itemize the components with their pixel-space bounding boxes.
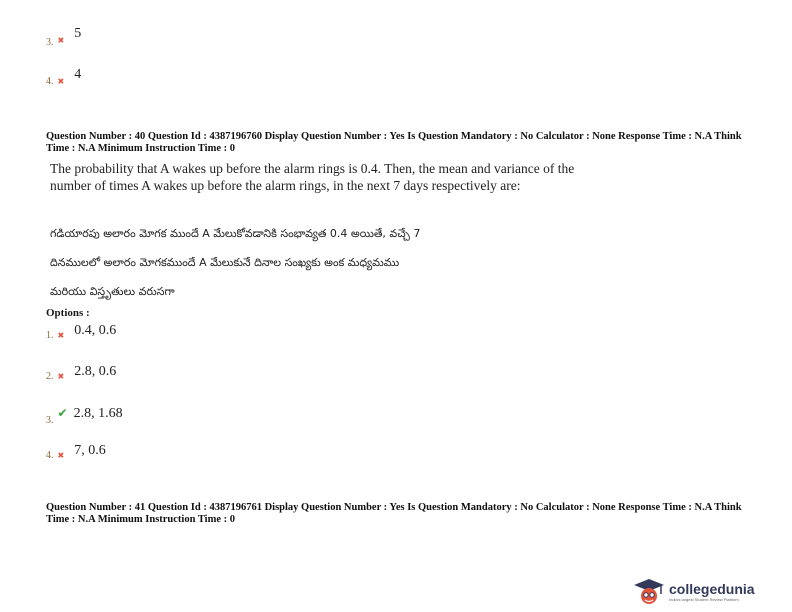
question-40-text-english: The probability that A wakes up before the alarm rings is 0.4. Then, the mean and variance of the number of times A wakes up before the alarm rings, in the next 7 days respectively are: xyxy=(50,161,575,193)
options-label: Options : xyxy=(46,307,90,319)
wrong-mark-icon: ✖ xyxy=(57,331,65,340)
question-40-text-telugu-line-3: మరియు విస్తృతులు వరుసగా xyxy=(50,285,175,298)
option-value: 0.4, 0.6 xyxy=(74,323,117,338)
question-40-text-telugu-line-2: దినములలో అలారం మోగకముందే A మేలుకునే దినాల సంఖ్యకు అంక మధ్యమము xyxy=(50,256,400,269)
option-value: 5 xyxy=(74,26,82,41)
logo-name: collegedunia xyxy=(669,580,755,597)
wrong-mark-icon: ✖ xyxy=(57,36,65,45)
option-value: 2.8, 1.68 xyxy=(73,406,123,421)
option-4 xyxy=(46,445,106,463)
prev-option-4 xyxy=(46,67,82,89)
option-number: 1. xyxy=(46,330,54,341)
option-value: 2.8, 0.6 xyxy=(74,364,117,379)
question-40-meta: Question Number : 40 Question Id : 4387196760 Display Question Number : Yes Is Question Mandatory : No Calculator : None Response Time : N.A Think Time : N.A Minimum Instruction Time : 0 xyxy=(46,131,742,154)
question-40-text-telugu-line-1: గడియారపు అలారం మోగక ముందే A మేలుకోవడానికి సంభావ్యత 0.4 అయితే, వచ్చే 7 xyxy=(50,227,421,240)
wrong-mark-icon: ✖ xyxy=(57,451,65,460)
option-3 xyxy=(46,404,123,426)
collegedunia-logo xyxy=(632,576,755,606)
option-number: 4. xyxy=(46,450,54,461)
graduate-cap-icon xyxy=(632,576,666,606)
option-value: 4 xyxy=(74,67,82,82)
correct-check-icon: ✔ xyxy=(57,406,68,420)
logo-tagline: India's largest Student Review Platform xyxy=(669,596,739,602)
option-value: 7, 0.6 xyxy=(74,443,106,458)
option-1 xyxy=(46,325,116,343)
option-number: 4. xyxy=(46,76,54,87)
option-number: 3. xyxy=(46,415,54,426)
wrong-mark-icon: ✖ xyxy=(57,372,65,381)
prev-option-3 xyxy=(46,26,82,48)
option-number: 3. xyxy=(46,37,54,48)
question-41-meta: Question Number : 41 Question Id : 4387196761 Display Question Number : Yes Is Question Mandatory : No Calculator : None Response Time : N.A Think Time : N.A Minimum Instruction Time : 0 xyxy=(46,502,742,525)
option-number: 2. xyxy=(46,371,54,382)
wrong-mark-icon: ✖ xyxy=(57,77,65,86)
option-2 xyxy=(46,366,116,384)
